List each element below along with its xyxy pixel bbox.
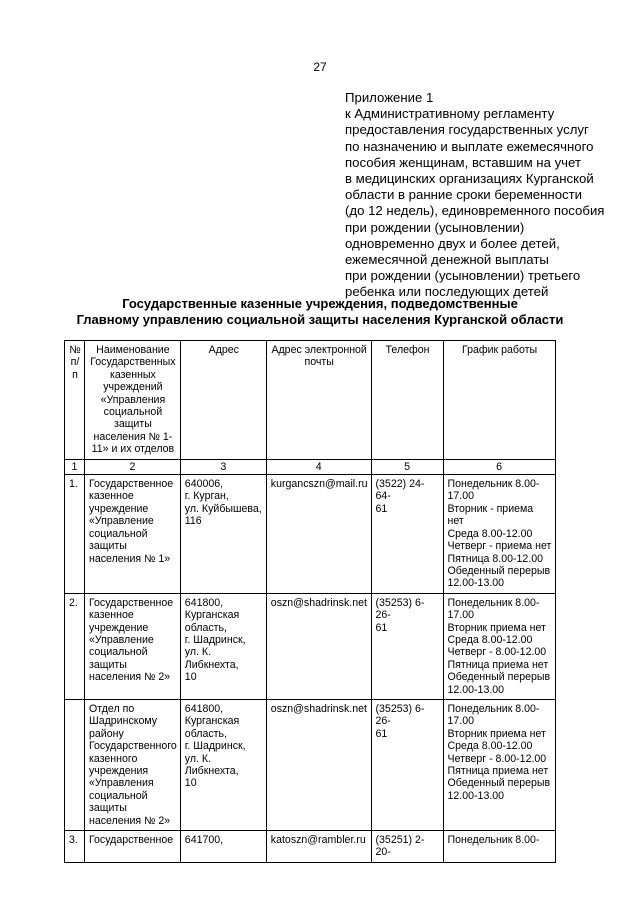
appendix-block: [345, 90, 625, 301]
table-row: [65, 593, 556, 699]
appendix-line: (до 12 недель), единовременного пособия: [345, 203, 605, 219]
header-address: Адрес: [180, 341, 266, 460]
header-email: Адрес электронной почты: [266, 341, 371, 460]
index-cell: 5: [371, 459, 443, 474]
cell-schedule: Понедельник 8.00- 17.00 Вторник приема нет Среда 8.00-12.00 Четверг - 8.00-12.00 Пятница приема нет Обеденный перерыв 12.00-13.00: [443, 593, 555, 699]
cell-name: Государственное: [85, 831, 181, 863]
cell-name: Государственное казенное учреждение «Управление социальной защиты населения № 2»: [85, 593, 181, 699]
cell-email: oszn@shadrinsk.net: [266, 699, 371, 830]
cell-address: 641700,: [180, 831, 266, 863]
cell-num: [65, 699, 85, 830]
index-cell: 3: [180, 459, 266, 474]
table-header-row: [65, 341, 556, 460]
cell-address: 641800, Курганская область, г. Шадринск, ул. К. Либкнехта, 10: [180, 699, 266, 830]
appendix-line: пособия женщинам, вставшим на учет: [345, 154, 581, 170]
table-index-row: [65, 459, 556, 474]
heading-line-2: Главному управлению социальной защиты населения Курганской области: [76, 312, 564, 327]
cell-name: Государственное казенное учреждение «Управление социальной защиты населения № 1»: [85, 475, 181, 594]
cell-address: 641800, Курганская область, г. Шадринск, ул. К. Либкнехта, 10: [180, 593, 266, 699]
appendix-line: по назначению и выплате ежемесячного: [345, 138, 594, 154]
cell-email: katoszn@rambler.ru: [266, 831, 371, 863]
page-number: 27: [313, 60, 327, 74]
appendix-line: к Административному регламенту: [345, 106, 555, 122]
header-schedule: График работы: [443, 341, 555, 460]
appendix-line: Приложение 1: [345, 90, 434, 105]
cell-name: Отдел по Шадринскому району Государственного казенного учреждения «Управления социальной защиты населения № 2»: [85, 699, 181, 830]
cell-email: kurgancszn@mail.ru: [266, 475, 371, 594]
appendix-line: области в ранние сроки беременности: [345, 187, 583, 203]
cell-num: 2.: [65, 593, 85, 699]
cell-schedule: Понедельник 8.00-: [443, 831, 555, 863]
cell-phone: (35253) 6-26- 61: [371, 593, 443, 699]
appendix-line: предоставления государственных услуг: [345, 122, 589, 138]
index-cell: 1: [65, 459, 85, 474]
table-row: [65, 831, 556, 863]
cell-address: 640006, г. Курган, ул. Куйбышева, 116: [180, 475, 266, 594]
header-phone: Телефон: [371, 341, 443, 460]
table-row: [65, 475, 556, 594]
cell-num: 1.: [65, 475, 85, 594]
cell-email: oszn@shadrinsk.net: [266, 593, 371, 699]
index-cell: 2: [85, 459, 181, 474]
cell-phone: (3522) 24-64- 61: [371, 475, 443, 594]
appendix-line: при рождении (усыновлении) третьего: [345, 268, 581, 284]
appendix-line: ребенка или последующих детей: [345, 284, 549, 300]
heading-line-1: Государственные казенные учреждения, подведомственные: [122, 296, 518, 311]
cell-phone: (35253) 6-26- 61: [371, 699, 443, 830]
institutions-table: [64, 340, 556, 863]
appendix-line: при рождении (усыновлении): [345, 219, 525, 235]
cell-phone: (35251) 2-20-: [371, 831, 443, 863]
header-name: Наименование Государственных казенных учреждений «Управления социальной защиты населения № 1- 11» и их отделов: [85, 341, 181, 460]
appendix-line: одновременно двух и более детей,: [345, 235, 560, 251]
header-num: № п/п: [65, 341, 85, 460]
index-cell: 4: [266, 459, 371, 474]
cell-schedule: Понедельник 8.00- 17.00 Вторник приема нет Среда 8.00-12.00 Четверг - 8.00-12.00 Пятница приема нет Обеденный перерыв 12.00-13.00: [443, 699, 555, 830]
appendix-line: ежемесячной денежной выплаты: [345, 252, 549, 268]
index-cell: 6: [443, 459, 555, 474]
appendix-line: в медицинских организациях Курганской: [345, 171, 594, 187]
table-row: [65, 699, 556, 830]
cell-schedule: Понедельник 8.00- 17.00 Вторник - приема нет Среда 8.00-12.00 Четверг - приема нет Пятница 8.00-12.00 Обеденный перерыв 12.00-13.00: [443, 475, 555, 594]
cell-num: 3.: [65, 831, 85, 863]
document-heading: [0, 296, 640, 328]
